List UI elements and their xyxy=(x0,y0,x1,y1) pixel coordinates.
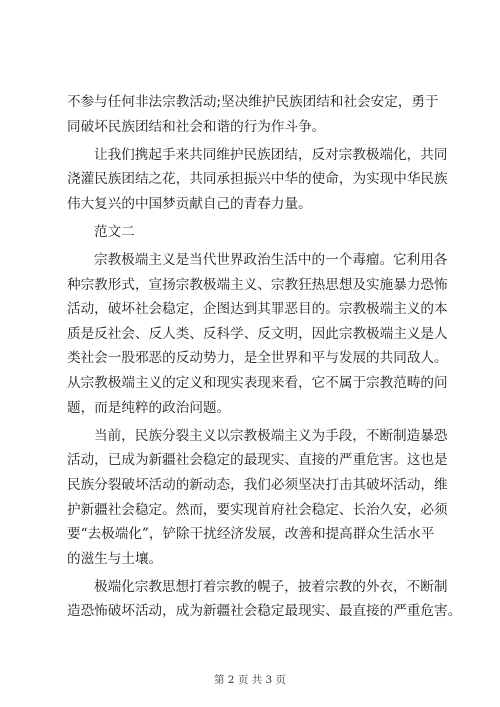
page-number-footer: 第 2 页 共 3 页 xyxy=(213,674,287,686)
text-line: 活动，已成为新疆社会稳定的最现实、直接的严重危害。这也是 xyxy=(67,452,448,469)
paragraph-5 xyxy=(67,575,462,624)
text-line: 护新疆社会稳定。然而，要实现首府社会稳定、长治久安，必须 xyxy=(67,501,448,518)
text-line: 不参与任何非法宗教活动;坚决维护民族团结和社会安定，勇于 xyxy=(67,94,439,110)
text-line: 活动，破坏社会稳定，企图达到其罪恶目的。宗教极端主义的本 xyxy=(67,301,448,318)
text-line: 极端化宗教思想打着宗教的幌子，披着宗教的外衣，不断制 xyxy=(94,578,448,595)
text-line: 从宗教极端主义的定义和现实表现来看，它不属于宗教范畴的问 xyxy=(67,375,448,392)
text-line: 伟大复兴的中国梦贡献自己的青春力量。 xyxy=(67,195,312,212)
paragraph-3 xyxy=(67,248,448,420)
text-line: 要“去极端化”，铲除干扰经济发展，改善和提高群众生活水平 xyxy=(67,526,435,543)
text-line: 让我们携起手来共同维护民族团结，反对宗教极端化，共同 xyxy=(94,146,448,163)
paragraph-4 xyxy=(67,424,448,572)
text-line: 种宗教形式，宣扬宗教极端主义、宗教狂热思想及实施暴力恐怖 xyxy=(67,276,448,293)
text-line: 民族分裂破坏活动的新动态，我们必须坚决打击其破坏活动，维 xyxy=(67,476,448,493)
text-line: 造恐怖破坏活动，成为新疆社会稳定最现实、最直接的严重危害。 xyxy=(67,603,462,620)
text-line: 的滋生与土壤。 xyxy=(67,550,163,567)
text-line: 宗教极端主义是当代世界政治生活中的一个毒瘤。它利用各 xyxy=(94,252,448,269)
section-heading xyxy=(67,220,437,245)
heading-text: 范文二 xyxy=(94,223,135,240)
text-line: 浇灌民族团结之花，共同承担振兴中华的使命，为实现中华民族 xyxy=(67,171,448,188)
text-line: 当前，民族分裂主义以宗教极端主义为手段，不断制造暴恐 xyxy=(94,427,448,444)
paragraph-1 xyxy=(67,90,437,139)
text-line: 类社会一股邪恶的反动势力，是全世界和平与发展的共同敌人。 xyxy=(67,350,448,367)
paragraph-2 xyxy=(67,143,448,217)
text-line: 题，而是纯粹的政治问题。 xyxy=(67,399,231,416)
text-line: 同破坏民族团结和社会和谐的行为作斗争。 xyxy=(67,118,326,135)
body-text xyxy=(67,90,462,624)
text-line: 质是反社会、反人类、反科学、反文明，因此宗教极端主义是人 xyxy=(67,325,448,342)
